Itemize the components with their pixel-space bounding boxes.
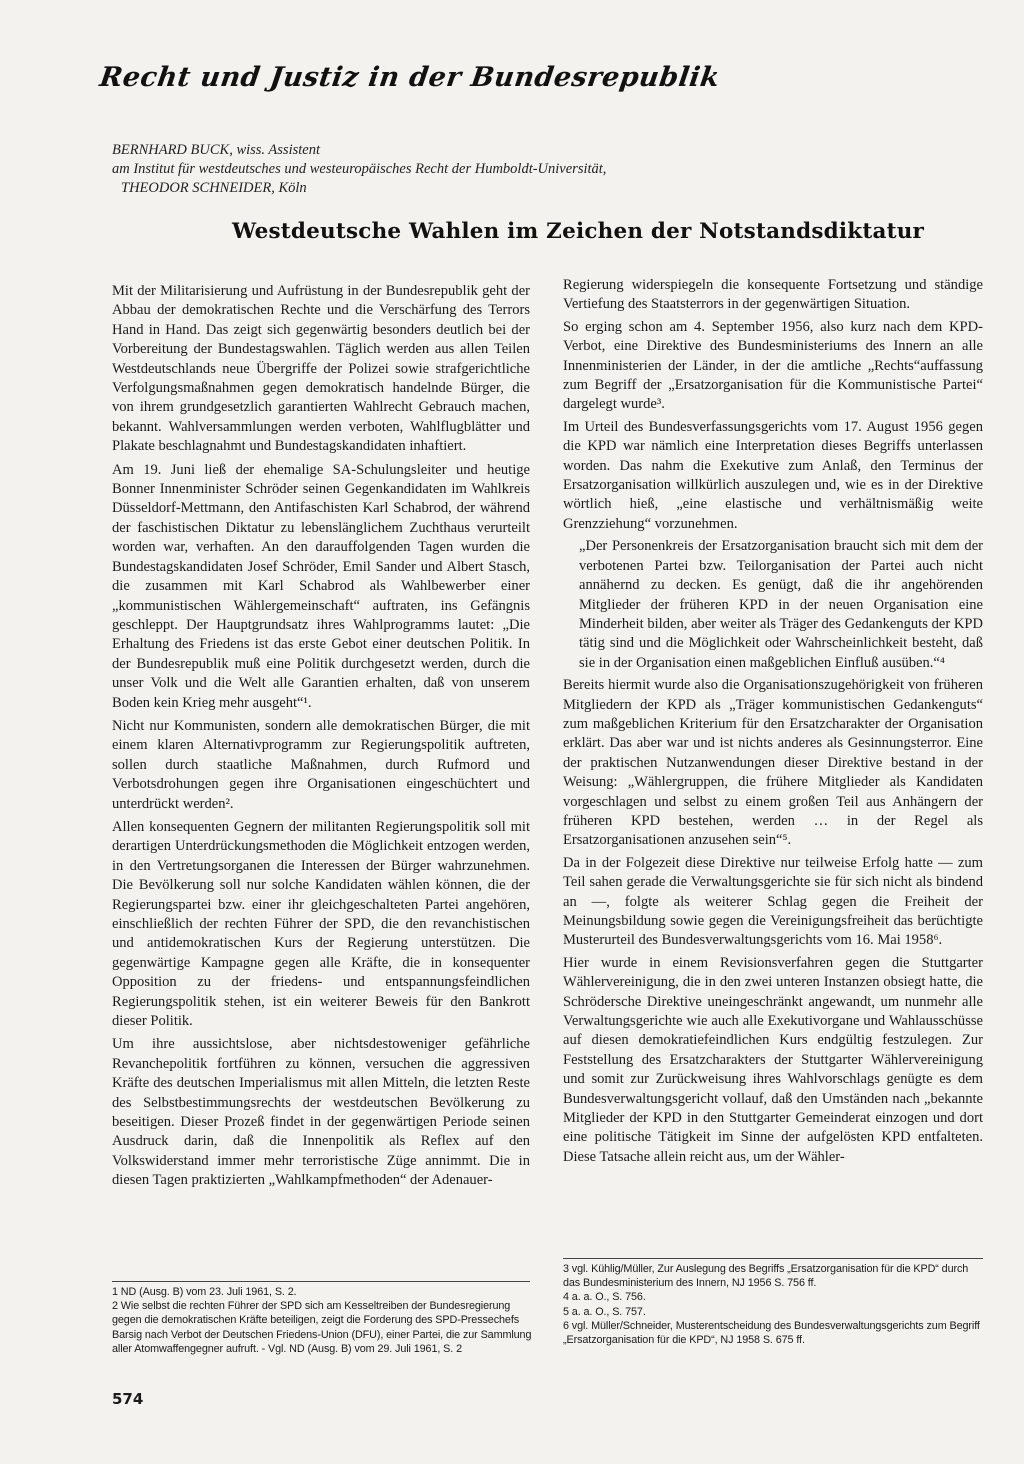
section-header: Recht und Justiz in der Bundesrepublik <box>97 62 722 93</box>
page-number: 574 <box>112 1390 144 1408</box>
paragraph: Allen konsequenten Gegnern der militanten Regierungspolitik soll mit derartigen Unterdrückungsmethoden die Möglichkeit entzogen werden, in den Vertretungsorganen die Interessen der Bürger wahrzunehmen. Die Bevölkerung soll nur solche Kandidaten wählen können, die der Regierungspartei bzw. einer ihr gleichgeschalteten Partei angehören, einschließlich der rechten Führer der SPD, die den revanchistischen und antidemokratischen Kurs der Regierung unterstützen. Die gegenwärtige Kampagne gegen alle Kräfte, die in konsequenter Opposition zu der friedens- und entspannungsfeindlichen Regierungspolitik stehen, ist ein weiterer Beweis für den Bankrott dieser Politik. <box>112 818 530 1030</box>
left-column <box>112 282 530 1195</box>
footnote: 1 ND (Ausg. B) vom 23. Juli 1961, S. 2. <box>112 1286 297 1298</box>
footnote: 5 a. a. O., S. 757. <box>563 1305 646 1318</box>
footnote-divider <box>112 1281 530 1282</box>
paragraph: Am 19. Juni ließ der ehemalige SA-Schulungsleiter und heutige Bonner Innenminister Schröder seinen Gegenkandidaten im Wahlkreis Düsseldorf-Mettmann, den Antifaschisten Karl Schabrod, der während der faschistischen Diktatur zu lebenslänglichem Zuchthaus verurteilt worden war, verhaften. An den darauffolgenden Tagen wurden die Bundestagskandidaten Josef Schröder, Emil Sander und Albert Stasch, die zusammen mit Karl Schabrod als Wahlbewerber einer „kommunistischen Wählergemeinschaft“ auftraten, ins Gefängnis geschleppt. Der Hauptgrundsatz ihres Wahlprogramms lautet: „Die Erhaltung des Friedens ist das erste Gebot einer deutschen Politik. In der Bundesrepublik muß eine Politik durchgesetzt werden, durch die unser Volk und die Welt alle Garantien erhalten, daß von unserem Boden kein Krieg mehr ausgeht“¹. <box>112 461 530 711</box>
block-quote: „Der Personenkreis der Ersatzorganisation braucht sich mit dem der verbotenen Partei bzw. Teilorganisation der Partei auch nicht annähernd zu decken. Es genügt, daß die ihr angehörenden Mitglieder der früheren KPD in der neuen Organisation eine Minderheit bilden, aber weiter als Träger des Gedankenguts der KPD tätig sind und die Möglichkeit oder Wahrscheinlichkeit besteht, daß sie in der Organisation einen maßgeblichen Einfluß ausüben.“⁴ <box>579 538 983 671</box>
author-affiliation: am Institut für westdeutsches und westeuropäisches Recht der Humboldt-Universität, <box>112 161 607 177</box>
footnote-divider <box>563 1258 983 1259</box>
paragraph: So erging schon am 4. September 1956, also kurz nach dem KPD-Verbot, eine Direktive des Bundesministeriums des Innern an alle Innenministerien der Länder, in der die amtliche „Rechts“auffassung zum Begriff der „Ersatzorganisation für die Kommunistische Partei“ dargelegt wurde³. <box>563 318 983 413</box>
paragraph: Nicht nur Kommunisten, sondern alle demokratischen Bürger, die mit einem klaren Alternativprogramm zur Regierungspolitik auftreten, sollen durch staatliche Maßnahmen, durch Rufmord und Verbotsdrohungen gegen ihre Organisationen eingeschüchtert und unterdrückt werden². <box>112 717 530 812</box>
footnote: 6 vgl. Müller/Schneider, Musterentscheidung des Bundesverwaltungsgerichts zum Begriff „Ersatzorganisation für die KPD“, NJ 1958 S. 675 ff. <box>563 1319 980 1347</box>
paragraph: Hier wurde in einem Revisionsverfahren gegen die Stuttgarter Wählervereinigung, die in den zwei unteren Instanzen obsiegt hatte, die Schrödersche Direktive uneingeschränkt angewandt, um nunmehr alle Verwaltungsgerichte wie auch alle Exekutivorgane und Wahlausschüsse auf diesen demokratiefeindlichen Kurs endgültig festzulegen. Zur Feststellung des Ersatzcharakters der Stuttgarter Wählervereinigung und somit zur Zurückweisung ihres Wahlvorschlags genügte es dem Bundesverwaltungsgericht vollauf, daß den Umständen nach „bekannte Mitglieder der KPD in den Stuttgarter Gemeinderat einzogen und dort eine politische Tätigkeit im Sinne der aufgelösten KPD entfalteten. Diese Tatsache allein reicht aus, um der Wähler- <box>563 954 983 1165</box>
paragraph: Im Urteil des Bundesverfassungsgerichts vom 17. August 1956 gegen die KPD war nämlich eine Interpretation dieses Begriffs unterlassen worden. Das nahm die Exekutive zum Anlaß, den Terminus der Ersatzorganisation willkürlich auszulegen und, wie es in der Direktive wörtlich hieß, „eine elastische und verhältnismäßig weite Grenzziehung“ vorzunehmen. <box>563 418 983 532</box>
footnote: 3 vgl. Kühlig/Müller, Zur Auslegung des Begriffs „Ersatzorganisation für die KPD“ durch das Bundesministerium des Innern, NJ 1956 S. 756 ff. <box>563 1263 969 1290</box>
author-line: BERNHARD BUCK, wiss. Assistent <box>112 142 320 158</box>
footnote: 2 Wie selbst die rechten Führer der SPD sich am Kesseltreiben der Bundesregierung gegen die demokratischen Kräfte beteiligen, zeigt die Forderung des SPD-Pressechefs Barsig nach Verbot der Deutschen Friedens-Union (DFU), einer Partei, die zur Sammlung aller Atomwaffengegner aufruft. - Vgl. ND (Ausg. B) vom 29. Juli 1961, S. 2 <box>112 1300 532 1355</box>
paragraph: Da in der Folgezeit diese Direktive nur teilweise Erfolg hatte — zum Teil sahen gerade die Verwaltungsgerichte sie für sich nicht als bindend an —, folgte als weiterer Schlag gegen die Freiheit der Meinungsbildung sowie gegen die Vereinigungsfreiheit das berüchtigte Musterurteil des Bundesverwaltungsgerichts vom 16. Mai 1958⁶. <box>563 854 983 949</box>
footnotes-left <box>112 1285 532 1356</box>
article-title: Westdeutsche Wahlen im Zeichen der Notstandsdiktatur <box>232 219 925 244</box>
paragraph: Bereits hiermit wurde also die Organisationszugehörigkeit von früheren Mitgliedern der KPD als „Träger kommunistischen Gedankenguts“ zum maßgeblichen Kriterium für den Ersatzcharakter der Organisation erklärt. Das aber war und ist nichts anderes als Gesinnungsterror. Eine der praktischen Nutzanwendungen dieser Direktive bestand in der Weisung: „Wählergruppen, die frühere Mitglieder als Kandidaten vorgeschlagen und selbst zu einem großen Teil aus Anhängern der früheren KPD bestehen, werden … in der Regel als Ersatzorganisationen anzusehen sein“⁵. <box>563 677 983 849</box>
paragraph: Um ihre aussichtslose, aber nichtsdestoweniger gefährliche Revanchepolitik fortführen zu können, versuchen die aggressiven Kräfte des deutschen Imperialismus mit allen Mitteln, die letzten Reste des Selbstbestimmungsrechts der westdeutschen Bevölkerung zu beseitigen. Dieser Prozeß findet in der gegenwärtigen Periode seinen Ausdruck darin, daß die Innenpolitik als Reflex auf den Volkswiderstand immer mehr terroristische Züge annimmt. Die in diesen Tagen praktizierten „Wahlkampfmethoden“ der Adenauer- <box>112 1036 530 1189</box>
author-block <box>112 141 992 198</box>
author-line: THEODOR SCHNEIDER, Köln <box>121 180 307 196</box>
paragraph: Mit der Militarisierung und Aufrüstung in der Bundesrepublik geht der Abbau der demokratischen Rechte und die Verschärfung des Terrors Hand in Hand. Das zeigt sich gegenwärtig besonders deutlich bei der Vorbereitung der Bundestagswahlen. Täglich werden aus allen Teilen Westdeutschlands neue Übergriffe der Polizei sowie strafgerichtliche Verfolgungsmaßnahmen gegen demokratisch handelnde Bürger, die von ihrem grundgesetzlich garantierten Wahlrecht Gebrauch machen, bekannt. Wahlversammlungen werden verboten, Wahlflugblätter und Plakate beschlagnahmt und Bundestagskandidaten inhaftiert. <box>112 283 530 455</box>
footnote: 4 a. a. O., S. 756. <box>563 1291 646 1304</box>
paragraph: Regierung widerspiegeln die konsequente Fortsetzung und ständige Vertiefung des Staatsterrors in der gegenwärtigen Situation. <box>563 277 983 313</box>
footnotes-right <box>563 1262 985 1347</box>
right-column <box>563 276 983 1170</box>
